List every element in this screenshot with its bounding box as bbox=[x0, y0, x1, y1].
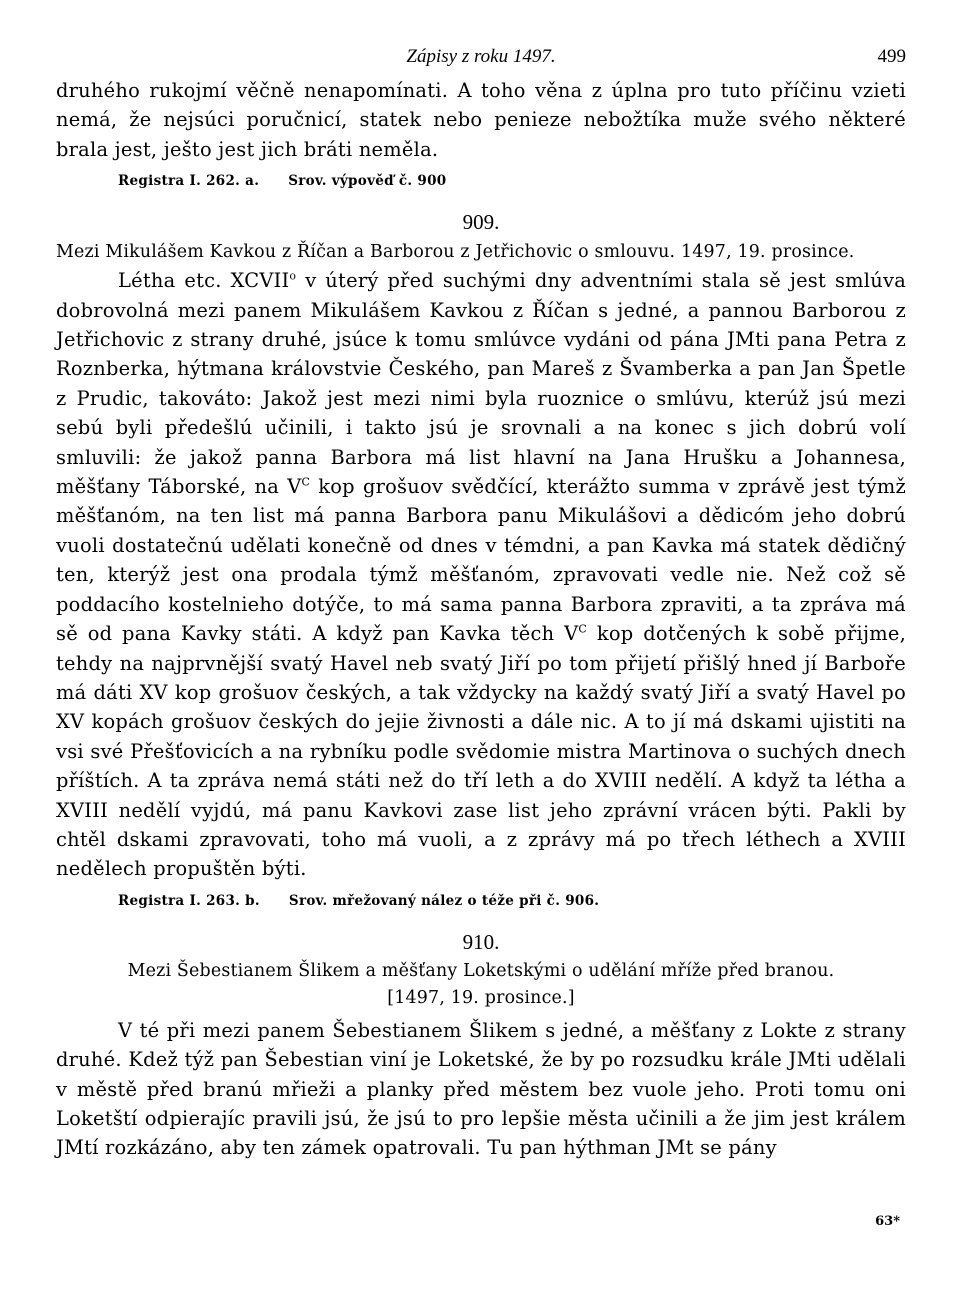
summary-line: Mezi Šebestianem Šlikem a měšťany Loketskými o udělání mříže před branou. bbox=[127, 960, 835, 981]
superscript: o bbox=[289, 269, 297, 283]
entry-number-909: 909. bbox=[462, 210, 500, 235]
printer-signature: 63* bbox=[875, 1214, 900, 1229]
superscript: C bbox=[578, 622, 588, 636]
document-page bbox=[56, 40, 906, 1163]
continuation-reference bbox=[118, 170, 906, 192]
body-text: Létha etc. XCVII bbox=[118, 269, 290, 293]
entry-number-910: 910. bbox=[462, 929, 500, 954]
entry-summary-909: Mezi Mikulášem Kavkou z Říčan a Barborou z Jetřichovic o smlouvu. 1497, 19. prosince. bbox=[56, 242, 855, 263]
compare-reference: Srov. výpověď č. 900 bbox=[288, 173, 447, 190]
registry-reference: Registra I. 262. a. bbox=[118, 173, 260, 190]
continuation-paragraph: druhého rukojmí věčně nenapomínati. A toho věna z úplna pro tuto příčinu vzieti nemá, že nejsúci poručnicí, statek nebo penieze nebožtíka muže svého některé brala jest, ješto jest jich bráti neměla. bbox=[56, 79, 906, 161]
entry-summary-910 bbox=[56, 958, 906, 1012]
entry-body-910: V té při mezi panem Šebestianem Šlikem s jedné, a měšťany z Lokte z strany druhé. Kdež týž pan Šebestian viní je Loketské, že by po rozsudku krále JMti udělali v městě před branú mřieži a planky před městem bez vuole jeho. Proti tomu oni Loketští odpierajíc pravili jsú, že jsú to pro lepšie města učinili a že jim jest králem JMtí rozkázáno, aby ten zámek opatrovali. Tu pan hýthman JMt se pány bbox=[56, 1018, 906, 1160]
compare-reference: Srov. mřežovaný nález o téže při č. 906. bbox=[288, 892, 600, 909]
summary-date: [1497, 19. prosince.] bbox=[387, 987, 575, 1008]
page-header bbox=[56, 40, 906, 76]
page-number: 499 bbox=[877, 46, 906, 67]
body-text: v úterý před suchými dny adventními stala sě jest smlúva dobrovolná mezi panem Mikulášem Kavkou z Říčan s jedné, a pannou Barborou z Jetřichovic z strany druhé, jsúce k tomu smlúvce vydáni od pána JMti pana Petra z Roznberka, hýtmana královstvie Českého, pan Mareš z Švamberka a pan Jan Špetle z Prudic, takováto: Jakož jest mezi nimi byla ruoznice o smlúvu, kterúž jsú mezi sebú byli předešlú učinili, i takto jsú je srovnali a na konec s jich dobrú volí smluvili: že jakož panna Barbora má list hlavní na Jana Hrušku a Johannesa, měšťany Táborské, na V bbox=[56, 269, 906, 499]
body-text: kop dotčených k sobě přijme, tehdy na najprvnější svatý Havel neb svatý Jiří po tom přijetí přišlý hned jí Barboře má dáti XV kop grošuov českých, a tak vždycky na každý svatý Jiří a svatý Havel po XV kopách grošuov českých do jejie živnosti a dále nic. A to jí má dskami ujistiti na vsi své Přešťovicích a na rybníku podle svědomie mistra Martinova o suchých dnech příštích. A ta zpráva nemá státi než do tří leth a do XVIII nedělí. A když ta létha a XVIII nedělí vyjdú, má panu Kavkovi zase list jeho zprávní vrácen býti. Pakli by chtěl dskami zpravovati, toho má vuoli, a z zprávy má po třech léthech a XVIII nedělech propuštěn býti. bbox=[56, 622, 906, 881]
superscript: C bbox=[301, 475, 311, 489]
entry-body-909 bbox=[56, 266, 906, 884]
registry-reference: Registra I. 263. b. bbox=[118, 892, 260, 909]
entry-reference-909 bbox=[118, 890, 906, 912]
body-text: kop grošuov svědčící, kterážto summa v zprávě jest týmž měšťanóm, na ten list má panna Barbora panu Mikulášovi a dědicóm jeho dobrú vuoli dostatečnú udělati konečně od dnes v témdni, a pan Kavka má statek dědičný ten, kterýž jest ona prodala týmž měšťanóm, zpravovati vedle nie. Než což sě poddacího kostelnieho dotýče, to má sama panna Barbora zpraviti, a ta zpráva má sě od pana Kavky státi. A když pan Kavka těch V bbox=[56, 475, 906, 646]
running-title: Zápisy z roku 1497. bbox=[406, 46, 556, 67]
